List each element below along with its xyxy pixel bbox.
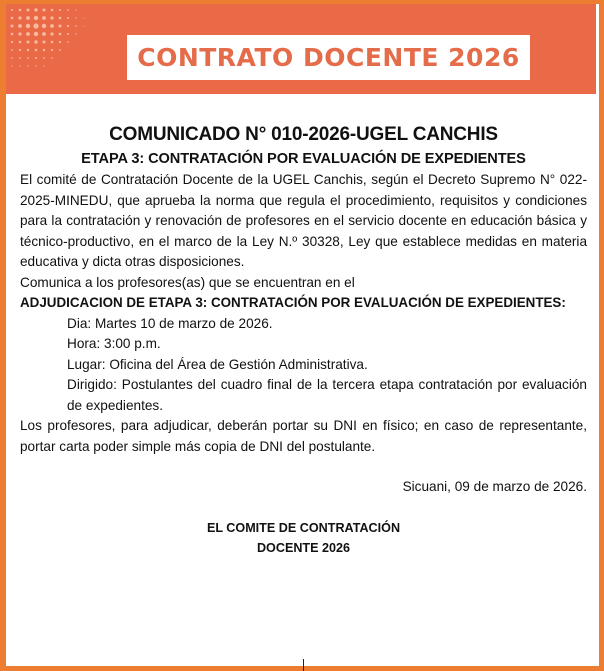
document-subtitle: ETAPA 3: CONTRATACIÓN POR EVALUACIÓN DE EXPEDIENTES <box>81 151 526 167</box>
frame-border-right <box>599 0 604 671</box>
header-banner <box>6 4 596 94</box>
halftone-dots-icon <box>6 4 96 94</box>
detail-place: Lugar: Oficina del Área de Gestión Administrativa. <box>67 356 368 372</box>
frame-border-left <box>0 0 6 671</box>
spacer <box>20 457 587 477</box>
detail-audience: Dirigido: Postulantes del cuadro final de la tercera etapa contratación por evaluación de expedientes. <box>67 377 587 413</box>
spacer <box>20 498 587 518</box>
signature-line-2: DOCENTE 2026 <box>256 541 351 555</box>
banner-title-box <box>127 35 530 80</box>
place-date: Sicuani, 09 de marzo de 2026. <box>402 479 587 494</box>
adjudication-heading: ADJUDICACION DE ETAPA 3: CONTRATACIÓN POR EVALUACIÓN DE EXPEDIENTES: <box>20 295 566 310</box>
document-title: COMUNICADO N° 010-2026-UGEL CANCHIS <box>109 124 498 145</box>
signature-line-1: EL COMITE DE CONTRATACIÓN <box>206 520 401 535</box>
intro-paragraph: El comité de Contratación Docente de la UGEL Canchis, según el Decreto Supremo N° 022-2025-MINEDU, que aprueba la norma que regula el procedimiento, requisitos y condiciones para la contratación y renovación de profesores en el servicio docente en educación básica y técnico-productivo, en el marco de la Ley N.º 30328, Ley que establece medidas en materia educativa y dicta otras disposiciones. <box>20 172 587 269</box>
detail-time: Hora: 3:00 p.m. <box>67 336 161 351</box>
communicates-line: Comunica a los profesores(as) que se encuentran en el <box>20 274 355 290</box>
banner-title: CONTRATO DOCENTE 2026 <box>137 43 520 72</box>
document-body <box>20 122 587 559</box>
frame-border-bottom <box>0 666 604 671</box>
detail-day: Dia: Martes 10 de marzo de 2026. <box>67 315 273 331</box>
text-cursor <box>303 659 304 671</box>
requirements-paragraph: Los profesores, para adjudicar, deberán portar su DNI en físico; en caso de representante, portar carta poder simple más copia de DNI del postulante. <box>20 418 587 454</box>
